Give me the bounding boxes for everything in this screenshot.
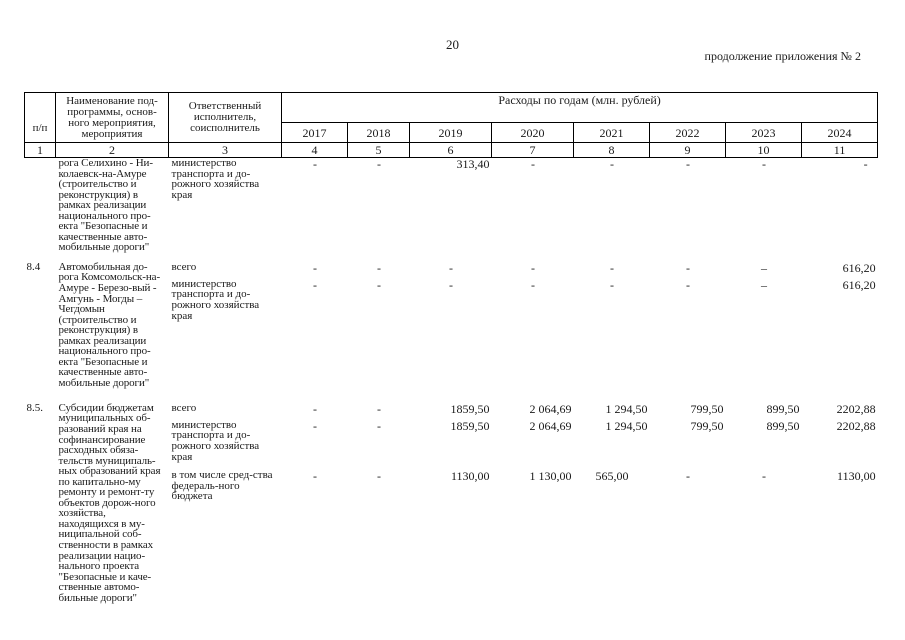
- col-number: 10: [726, 143, 802, 158]
- value-cell: -: [313, 401, 317, 416]
- value-cell: 2202,88: [836, 401, 876, 416]
- row-executor: министерство транспорта и до-рожного хозяйства края: [171, 277, 260, 322]
- row-executor: всего: [171, 401, 197, 414]
- value-cell: -: [377, 260, 381, 275]
- row-name: Автомобильная до-рога Комсомольск-на-Амуре - Березо-вый - Амгунь - Могды – Чегдомын (строительство и реконструкция) в рамках реализации национального про-екта "Безопасные и качественные авто-мобильные дороги": [58, 260, 161, 389]
- col-number: 6: [410, 143, 492, 158]
- value-cell: -: [449, 277, 453, 292]
- value-cell: –: [761, 260, 767, 275]
- col-number: 1: [25, 143, 56, 158]
- value-cell: 2 064,69: [529, 418, 572, 433]
- header-name: Наименование под-программы, основ-ного мероприятия, мероприятия: [56, 93, 169, 143]
- value-cell: -: [686, 277, 690, 292]
- value-cell: -: [762, 157, 766, 171]
- value-cell: -: [531, 277, 535, 292]
- value-cell: -: [313, 277, 317, 292]
- value-cell: 1 130,00: [529, 469, 572, 484]
- header-year: 2021: [574, 123, 650, 143]
- expenses-table: [24, 92, 878, 612]
- value-cell: -: [377, 157, 381, 171]
- row-name: рога Селихино - Ни-колаевск-на-Амуре (строительство и реконструкция) в рамках реализации национального про-екта "Безопасные и качественные авто-мобильные дороги": [58, 157, 153, 254]
- row-name: Субсидии бюджетам муниципальных об-разований края на софинансирование расходных обяза-тельств муниципаль-ных образований края по капитально-му ремонту и ремонт-ту объектов дорож-ного хозяйства, находящихся в му-ниципальной соб-ственности в рамках реализации нацио-нального проекта "Безопасные и каче-ственные автомо-бильные дороги": [58, 401, 161, 604]
- value-cell: 2202,88: [836, 418, 876, 433]
- value-cell: 899,50: [766, 401, 800, 416]
- value-cell: 1 294,50: [605, 418, 648, 433]
- value-cell: 1 294,50: [605, 401, 648, 416]
- header-year: 2024: [802, 123, 878, 143]
- value-cell: -: [686, 157, 690, 171]
- value-cell: 313,40: [456, 157, 490, 171]
- value-cell: 799,50: [690, 418, 724, 433]
- col-number: 8: [574, 143, 650, 158]
- value-cell: -: [377, 469, 381, 484]
- value-cell: -: [531, 157, 535, 171]
- value-cell: -: [449, 260, 453, 275]
- value-cell: -: [686, 260, 690, 275]
- value-cell: 616,20: [842, 260, 876, 275]
- col-number: 5: [348, 143, 410, 158]
- table-body: [25, 158, 878, 613]
- header-num: п/п: [25, 93, 56, 143]
- value-cell: -: [377, 401, 381, 416]
- value-cell: -: [313, 469, 317, 484]
- value-cell: 799,50: [690, 401, 724, 416]
- row-executor: министерство транспорта и до-рожного хозяйства края: [171, 157, 260, 201]
- value-cell: 2 064,69: [529, 401, 572, 416]
- value-cell: -: [610, 157, 614, 171]
- header-year: 2017: [282, 123, 348, 143]
- row-number: 8.4: [26, 260, 41, 273]
- col-number: 4: [282, 143, 348, 158]
- value-cell: 899,50: [766, 418, 800, 433]
- value-cell: 1130,00: [450, 469, 490, 484]
- table-row: [25, 158, 878, 253]
- page-number: 20: [446, 37, 459, 52]
- value-cell: -: [762, 469, 766, 484]
- table-row: [25, 253, 878, 274]
- value-cell: -: [863, 157, 868, 171]
- table-row: [25, 394, 878, 415]
- col-number: 2: [56, 143, 169, 158]
- value-cell: 1859,50: [450, 401, 490, 416]
- value-cell: 1859,50: [450, 418, 490, 433]
- value-cell: 1130,00: [837, 469, 876, 484]
- row-number: 8.5.: [26, 401, 43, 414]
- row-executor: министерство транспорта и до-рожного хозяйства края: [171, 418, 260, 463]
- value-cell: -: [313, 157, 317, 171]
- value-cell: -: [313, 418, 317, 433]
- value-cell: 565,00: [595, 469, 629, 484]
- row-executor: в том числе сред-ства федераль-ного бюджета: [171, 469, 273, 503]
- value-cell: -: [610, 260, 614, 275]
- header-year: 2020: [492, 123, 574, 143]
- header-year: 2018: [348, 123, 410, 143]
- value-cell: -: [377, 418, 381, 433]
- row-executor: всего: [171, 260, 197, 273]
- col-number: 9: [650, 143, 726, 158]
- table-header: [25, 93, 878, 158]
- header-expenses: Расходы по годам (млн. рублей): [282, 93, 878, 123]
- value-cell: -: [610, 277, 614, 292]
- header-year: 2019: [410, 123, 492, 143]
- appendix-note: продолжение приложения № 2: [704, 49, 861, 63]
- value-cell: -: [686, 469, 690, 484]
- header-executor: Ответственный исполнитель, соисполнитель: [169, 93, 282, 143]
- value-cell: –: [761, 277, 767, 292]
- col-number: 11: [802, 143, 878, 158]
- header-year: 2023: [726, 123, 802, 143]
- value-cell: -: [313, 260, 317, 275]
- value-cell: 616,20: [842, 277, 876, 292]
- value-cell: -: [377, 277, 381, 292]
- row-number: [25, 158, 56, 253]
- header-year: 2022: [650, 123, 726, 143]
- value-cell: -: [531, 260, 535, 275]
- col-number: 3: [169, 143, 282, 158]
- col-number: 7: [492, 143, 574, 158]
